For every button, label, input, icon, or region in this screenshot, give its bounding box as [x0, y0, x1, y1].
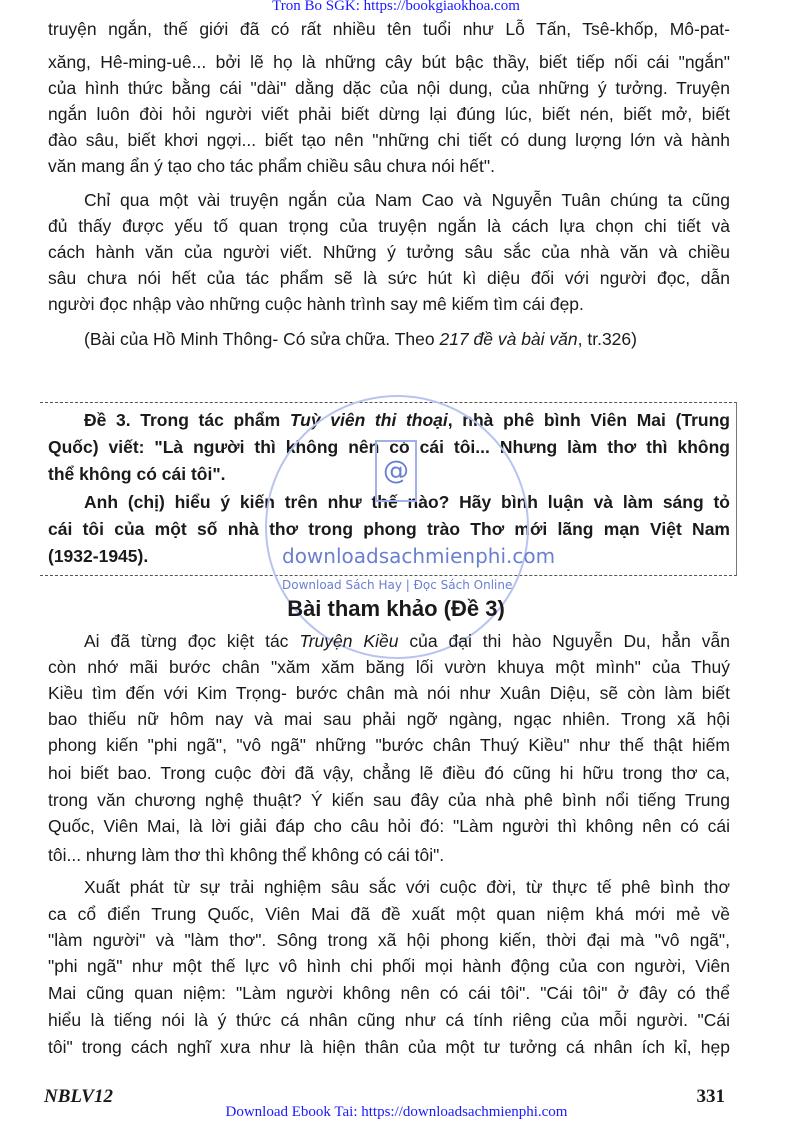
- paragraph-line: Ai đã từng đọc kiệt tác Truyện Kiều của đại thi hào Nguyễn Du, hẳn vẫn: [84, 631, 730, 651]
- text-line: của hình thức bằng cái "dài" dằng dặc của nội dung, của những ý tưởng. Truyện: [48, 78, 730, 98]
- text-line: người đọc nhập vào những cuộc hành trình say mê kiếm tìm cái đẹp.: [48, 294, 584, 314]
- page-number: 331: [696, 1086, 725, 1107]
- text-line: Xuất phát từ sự trải nghiệm sâu sắc với cuộc đời, từ thực tế phê bình thơ: [84, 877, 730, 897]
- text-line: "làm người" và "làm thơ". Sông trong xã hội phong kiến, thời đại mà "vô ngã",: [48, 930, 730, 950]
- at-book-icon: @: [375, 440, 417, 502]
- watermark-tagline: Download Sách Hay | Đọc Sách Online: [282, 578, 513, 592]
- text-line: đào sâu, biết khơi ngợi... biết tạo nên "những chi tiết có dung lượng lớn và hành: [48, 130, 730, 150]
- question-line: Anh (chị) hiểu ý kiến trên như thế nào? Hãy bình luận và làm sáng tỏ: [84, 492, 730, 512]
- question-line: (1932-1945).: [48, 546, 149, 566]
- text-line: còn nhớ mãi bước chân "xăm xăm băng lối vườn khuya một mình" của Thuý: [48, 657, 730, 677]
- question-line: Đề 3. Trong tác phẩm Tuỳ viên thi thoại, nhà phê bình Viên Mai (Trung: [84, 410, 730, 430]
- source-citation: (Bài của Hồ Minh Thông- Có sửa chữa. Theo 217 đề và bài văn, tr.326): [84, 329, 637, 349]
- text-line: trong văn chương nghệ thuật? Ý kiến sau đây của nhà phê bình nổi tiếng Trung: [48, 790, 730, 810]
- text-line: Mai cũng quan niệm: "Làm người không nên có cái tôi". "Cái tôi" ở đây có thể: [48, 983, 730, 1003]
- text-line: hiểu là tiếng nói là ý thức cá nhân cũng như cá tính riêng của mỗi người. "Cái: [48, 1010, 730, 1030]
- text-line: ca cổ điển Trung Quốc, Viên Mai đã đề xuất một quan niệm khá mới mẻ về: [48, 904, 730, 924]
- text-line: bao thiếu nữ hôm nay và mai sau phải ngỡ ngàng, ngạc nhiên. Trong xã hội: [48, 709, 730, 729]
- text-line: "phi ngã" như một thế lực vô hình chi phối mọi hành động của con người, Viên: [48, 956, 730, 976]
- text-line: văn mang ẩn ý tạo cho tác phẩm chiều sâu chưa nói hết".: [48, 156, 495, 176]
- text-line: truyện ngắn, thế giới đã có rất nhiều tên tuổi như Lỗ Tấn, Tsê-khốp, Mô-pat-: [48, 19, 730, 39]
- question-line: thể không có cái tôi".: [48, 464, 226, 484]
- text-line: Kiều tìm đến với Kim Trọng- bước chân mà nói như Xuân Diệu, sẽ còn làm biết: [48, 683, 730, 703]
- text-line: cách hành văn của người viết. Những ý tưởng sâu sắc của nhà văn và chiều: [48, 242, 730, 262]
- text-line: xăng, Hê-ming-uê... bởi lẽ họ là những cây bút bậc thầy, biết tiếp nối cái "ngắn": [48, 52, 730, 72]
- header-watermark-link[interactable]: Tron Bo SGK: https://bookgiaokhoa.com: [272, 0, 520, 14]
- question-line: cái tôi của một số nhà thơ trong phong trào Thơ mới lãng mạn Việt Nam: [48, 519, 730, 539]
- text-line: ngắn luôn đòi hỏi người viết phải biết dừng lại đúng lúc, biết nén, biết mở, biết: [48, 104, 730, 124]
- footer-watermark-link[interactable]: Download Ebook Tai: https://downloadsachmienphi.com: [225, 1104, 568, 1120]
- section-title: Bài tham khảo (Đề 3): [287, 596, 505, 621]
- watermark-site: downloadsachmienphi.com: [282, 544, 556, 568]
- text-line: Quốc, Viên Mai, là lời giải đáp cho câu hỏi đó: "Làm người thì không nên có cái: [48, 816, 730, 836]
- text-line: tôi... nhưng làm thơ thì không thể không có cái tôi".: [48, 845, 445, 865]
- text-line: Chỉ qua một vài truyện ngắn của Nam Cao và Nguyễn Tuân chúng ta cũng: [84, 190, 730, 210]
- text-line: tôi" trong cách nghĩ xưa như là hiện thân của một tư tưởng cá nhân ích kỉ, hẹp: [48, 1037, 730, 1057]
- text-line: đủ thấy được yếu tố quan trọng của truyện ngắn là cách lựa chọn chi tiết và: [48, 216, 730, 236]
- text-line: sâu chưa nói hết của tác phẩm sẽ là sức hút kì diệu đối với người đọc, dẫn: [48, 268, 730, 288]
- question-line: Quốc) viết: "Là người thì không nên có cái tôi... Nhưng làm thơ thì không: [48, 437, 730, 457]
- text-line: hoi biết bao. Trong cuộc đời đã vậy, chẳng lẽ điều đó cũng hi hữu trong thơ ca,: [48, 763, 730, 783]
- footer-code: NBLV12: [44, 1086, 113, 1107]
- text-line: phong kiến "phi ngã", "vô ngã" những "bước chân Thuý Kiều" như thế thật hiếm: [48, 735, 730, 755]
